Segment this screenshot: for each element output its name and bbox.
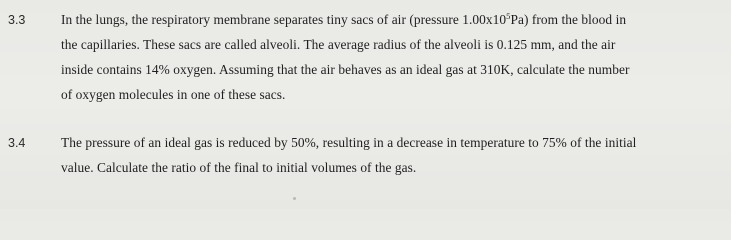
question-line: of oxygen molecules in one of these sacs. [61, 87, 286, 102]
question-number: 3.3 [8, 13, 26, 27]
paper-speck [293, 197, 296, 200]
question-number: 3.4 [8, 136, 26, 150]
exponent: 5 [506, 11, 511, 21]
question-line: inside contains 14% oxygen. Assuming that the air behaves as an ideal gas at 310K, calculate the number [61, 62, 630, 77]
question-line: value. Calculate the ratio of the final to initial volumes of the gas. [61, 160, 417, 175]
question-line-part: In the lungs, the respiratory membrane separates tiny sacs of air (pressure 1.00x10 [61, 12, 507, 27]
question-line: The pressure of an ideal gas is reduced by 50%, resulting in a decrease in temperature to 75% of the initial [61, 135, 637, 150]
question-text [61, 130, 729, 180]
question-line-part: Pa) from the blood in [510, 12, 627, 27]
question-line: the capillaries. These sacs are called alveoli. The average radius of the alveoli is 0.125 mm, and the air [61, 37, 616, 52]
question-line [61, 7, 729, 32]
question-text [61, 7, 729, 107]
